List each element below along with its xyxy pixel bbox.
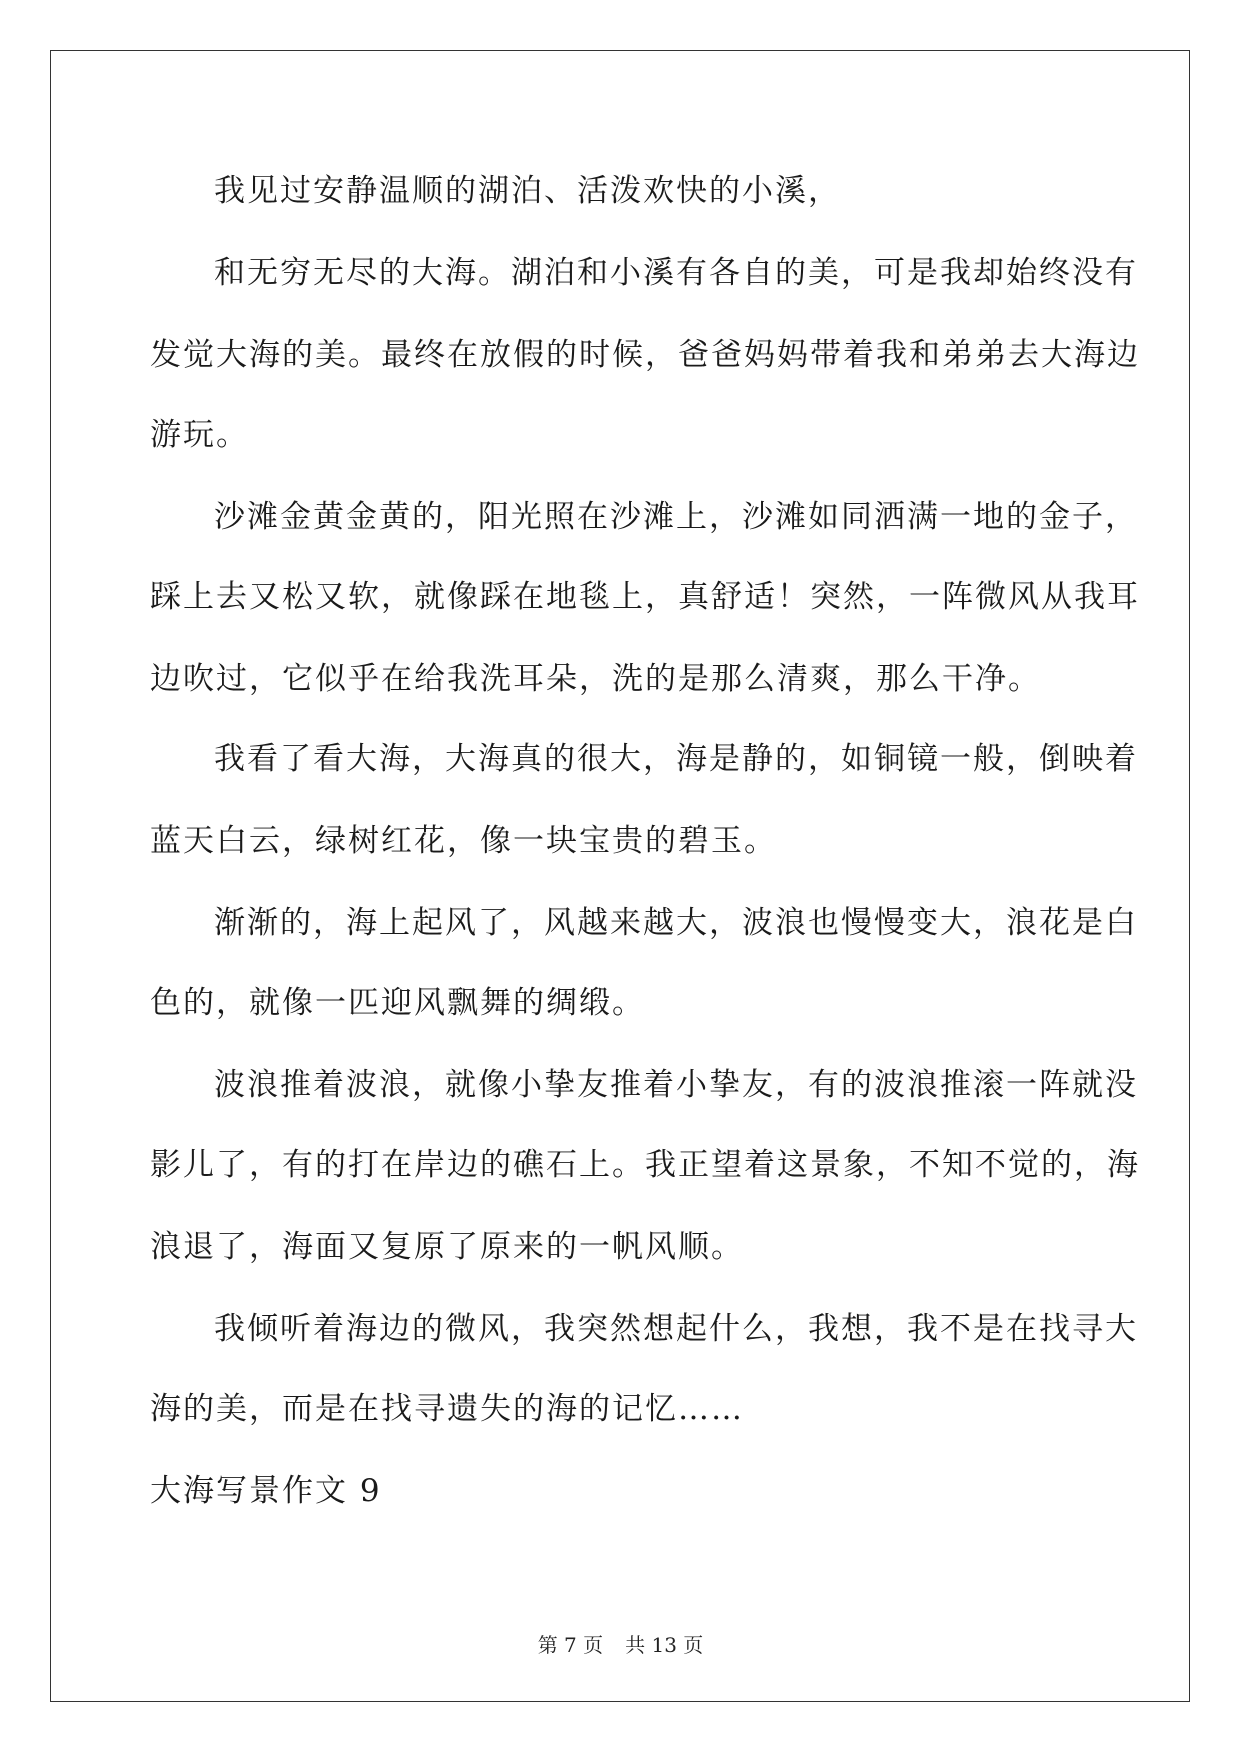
page-frame <box>50 50 1190 1702</box>
text-line: 波浪推着波浪，就像小挚友推着小挚友，有的波浪推滚一阵就没 <box>214 1067 1138 1103</box>
page-number: 第 7 页 <box>537 1633 604 1657</box>
text-line: 和无穷无尽的大海。湖泊和小溪有各自的美，可是我却始终没有 <box>214 255 1138 291</box>
text-line: 影儿了，有的打在岸边的礁石上。我正望着这景象，不知不觉的，海 <box>150 1147 1140 1183</box>
text-line: 踩上去又松又软，就像踩在地毯上，真舒适！突然，一阵微风从我耳 <box>150 579 1140 615</box>
text-line: 边吹过，它似乎在给我洗耳朵，洗的是那么清爽，那么干净。 <box>150 661 1041 697</box>
text-line: 发觉大海的美。最终在放假的时候，爸爸妈妈带着我和弟弟去大海边 <box>150 337 1140 373</box>
text-line: 蓝天白云，绿树红花，像一块宝贵的碧玉。 <box>150 823 777 859</box>
text-line: 沙滩金黄金黄的，阳光照在沙滩上，沙滩如同洒满一地的金子， <box>214 499 1138 535</box>
text-line: 渐渐的，海上起风了，风越来越大，波浪也慢慢变大，浪花是白 <box>214 905 1138 941</box>
text-line: 色的，就像一匹迎风飘舞的绸缎。 <box>150 985 645 1021</box>
text-line: 游玩。 <box>150 417 249 453</box>
text-line: 我看了看大海，大海真的很大，海是静的，如铜镜一般，倒映着 <box>214 741 1138 777</box>
page-total: 共 13 页 <box>625 1633 704 1657</box>
text-line: 浪退了，海面又复原了原来的一帆风顺。 <box>150 1229 744 1265</box>
page-footer <box>0 1629 1241 1658</box>
text-line: 海的美，而是在找寻遗失的海的记忆…… <box>150 1391 744 1427</box>
section-heading: 大海写景作文 9 <box>150 1473 382 1509</box>
text-line: 我见过安静温顺的湖泊、活泼欢快的小溪， <box>214 173 841 209</box>
text-line: 我倾听着海边的微风，我突然想起什么，我想，我不是在找寻大 <box>214 1311 1138 1347</box>
